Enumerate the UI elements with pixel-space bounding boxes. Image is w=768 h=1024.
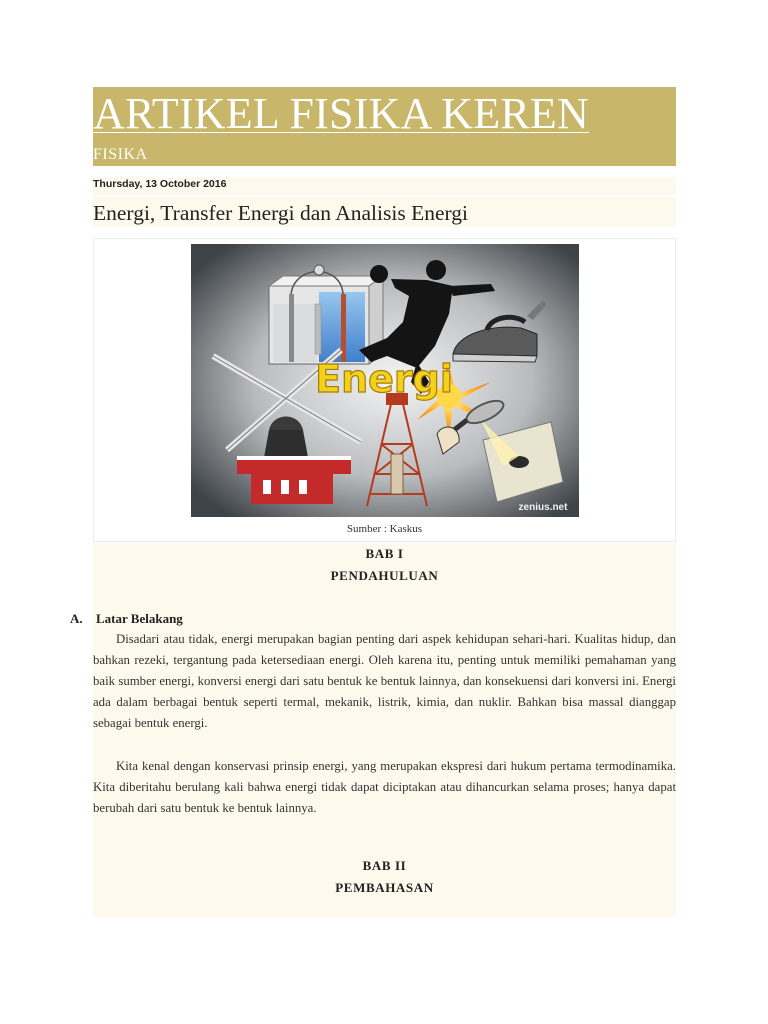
post-figure [93,238,676,542]
bab2-number: BAB II [362,858,407,873]
post-date: Thursday, 13 October 2016 [93,178,227,190]
energy-label: Energi [315,357,453,401]
blog-description: FISIKA [93,146,148,163]
blog-header [93,87,676,166]
post-title[interactable]: Energi, Transfer Energi dan Analisis Energi [93,201,469,225]
bab2-title: PEMBAHASAN [335,880,434,895]
section-a-title: Latar Belakang [96,611,183,626]
bab1-title: PENDAHULUAN [330,568,439,583]
bab1-number: BAB I [365,546,404,561]
zenius-watermark: zenius.net [518,502,568,513]
paragraph-1: Disadari atau tidak, energi merupakan bagian penting dari aspek kehidupan sehari-hari. Kualitas hidup, dan bahkan rezeki, tergantung pada ketersediaan energi. Oleh karena itu, penting untuk memiliki pemahaman yang baik sumber energi, konversi energi dari satu bentuk ke bentuk lainnya, dan konsekuensi dari konversi ini. Energi ada dalam berbagai bentuk seperti termal, mekanik, listrik, kimia, dan nuklir. Bahkan bisa massal dianggap sebagai bentuk energi. [93,632,676,730]
figure-caption: Sumber : Kaskus [346,523,423,535]
paragraph-2: Kita kenal dengan konservasi prinsip energi, yang merupakan ekspresi dari hukum pertama termodinamika. Kita diberitahu berulang kali bahwa energi tidak dapat diciptakan atau dihancurkan selama proses; hanya dapat berubah dari satu bentuk ke bentuk lainnya. [93,759,676,815]
section-a-marker: A. [70,611,83,626]
section-a-heading [70,611,183,627]
blog-title-link[interactable]: ARTIKEL FISIKA KEREN [93,89,589,138]
date-header [93,177,676,195]
energy-illustration[interactable] [191,244,579,517]
post-title-bar [93,197,676,227]
